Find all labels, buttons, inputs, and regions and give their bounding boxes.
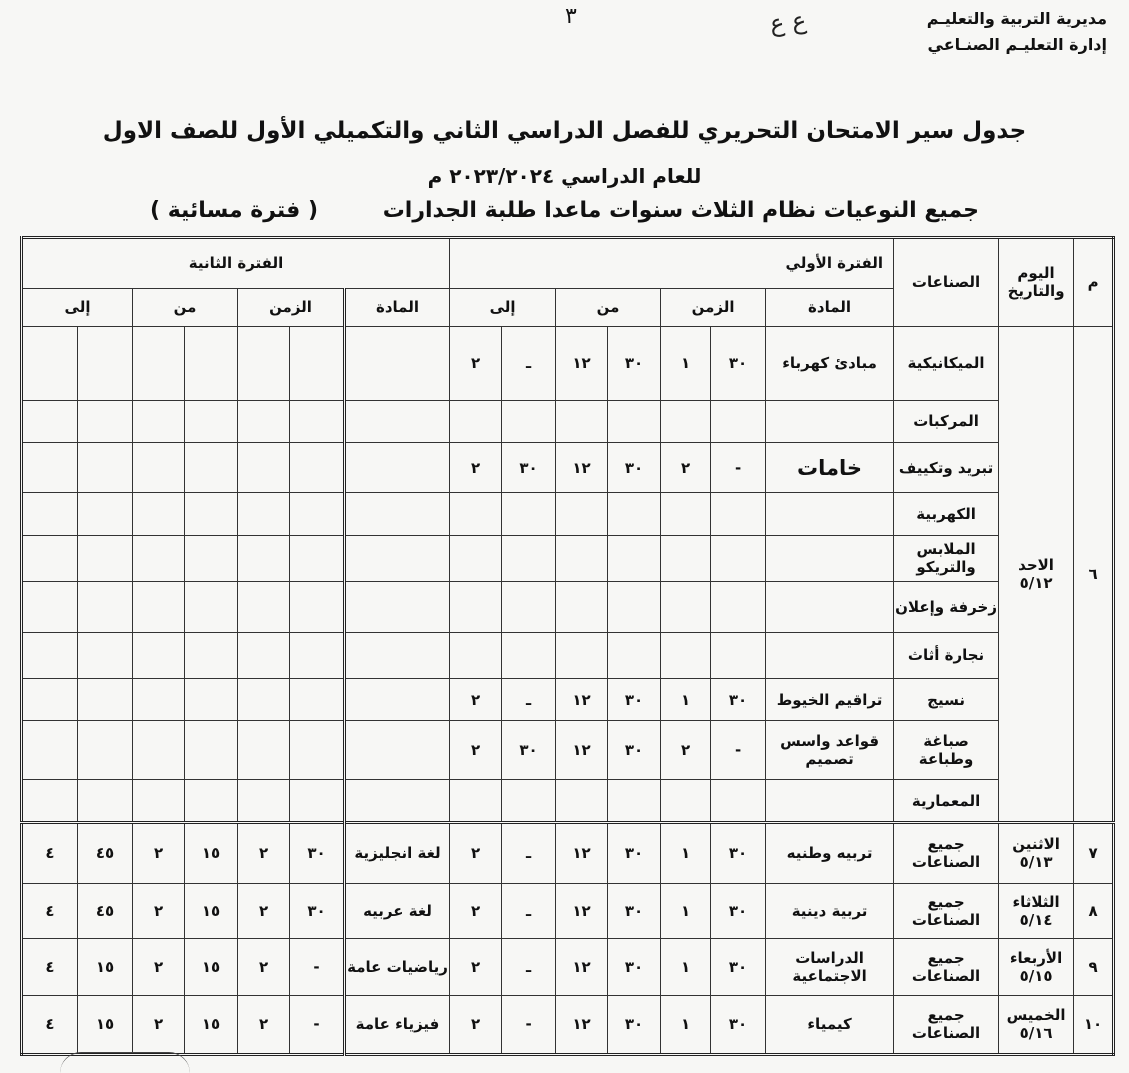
day-number: ٨ [1074, 883, 1114, 938]
p1-from-min: ٣٠ [608, 679, 661, 721]
p1-time-min: ٣٠ [711, 883, 766, 938]
p1-to-head: إلى [450, 288, 556, 326]
p2-to-hr: ٤ [22, 938, 78, 995]
p1-time-hr: ١ [661, 679, 711, 721]
p2-from-hr: ٢ [133, 883, 185, 938]
p2-from-min: ١٥ [185, 822, 238, 883]
table-row [22, 995, 1114, 1054]
p1-time-min: ٣٠ [711, 822, 766, 883]
p2-time-head: الزمن [238, 288, 345, 326]
p1-time-hr: ١ [661, 995, 711, 1054]
p2-to-hr: ٤ [22, 883, 78, 938]
table-row [22, 326, 1114, 400]
p1-from-min: ٣٠ [608, 822, 661, 883]
table-row [22, 883, 1114, 938]
p1-subject: خامات [766, 442, 894, 493]
handwritten-note: ع ع [768, 6, 808, 38]
p1-to-hr: ٢ [450, 721, 502, 780]
p1-to-hr: ٢ [450, 326, 502, 400]
evening-period-note: ( فترة مسائية ) [150, 198, 319, 223]
p2-to-min: ٤٥ [78, 883, 133, 938]
p1-from-hr: ١٢ [556, 721, 608, 780]
p1-from-min: ٣٠ [608, 326, 661, 400]
p1-to-min: ـ [502, 938, 556, 995]
p1-subject-head: المادة [766, 288, 894, 326]
p1-to-min: ـ [502, 822, 556, 883]
p1-subject [766, 400, 894, 442]
p1-time-min: - [711, 721, 766, 780]
p1-from-min: ٣٠ [608, 883, 661, 938]
p2-subject: رياضيات عامة [345, 938, 450, 995]
p1-from-min: ٣٠ [608, 442, 661, 493]
p2-from-hr: ٢ [133, 938, 185, 995]
p1-from-min: ٣٠ [608, 721, 661, 780]
p1-time-hr: ١ [661, 883, 711, 938]
p2-from-min: ١٥ [185, 995, 238, 1054]
day-name: الاثنين [1012, 835, 1060, 854]
p2-time-hr: ٢ [238, 938, 290, 995]
day-name: الثلاثاء [1012, 892, 1060, 911]
p1-to-min: ٣٠ [502, 442, 556, 493]
table-row [22, 582, 1114, 633]
p1-time-hr: ١ [661, 822, 711, 883]
p2-to-min: ١٥ [78, 938, 133, 995]
p1-from-min: ٣٠ [608, 938, 661, 995]
p2-subject-head: المادة [345, 288, 450, 326]
day-name: الخميس [1006, 1006, 1066, 1025]
p2-from-hr: ٢ [133, 995, 185, 1054]
trade-name: جميع الصناعات [894, 883, 999, 938]
day-number: ١٠ [1074, 995, 1114, 1054]
p1-from-hr: ١٢ [556, 938, 608, 995]
table-row [22, 721, 1114, 780]
col-head-day-date: اليوم والتاريخ [999, 238, 1074, 327]
p2-from-min: ١٥ [185, 938, 238, 995]
p1-time-min: - [711, 442, 766, 493]
trade-name: جميع الصناعات [894, 938, 999, 995]
day-date-cell [999, 822, 1074, 883]
p2-from-min: ١٥ [185, 883, 238, 938]
p1-subject: كيمياء [766, 995, 894, 1054]
page-number: ٣ [565, 4, 577, 29]
day-date: ٥/١٤ [1019, 910, 1053, 929]
trade-name: الملابس والتريكو [894, 535, 999, 581]
table-row [22, 493, 1114, 535]
table-row [22, 679, 1114, 721]
title-line-1: جدول سير الامتحان التحريري للفصل الدراسي الثاني والتكميلي الأول للصف الاول [102, 118, 1027, 144]
p1-time-hr: ١ [661, 326, 711, 400]
header-block [927, 6, 1107, 58]
exam-schedule-table [20, 236, 1115, 1056]
p1-from-hr: ١٢ [556, 822, 608, 883]
trade-name: المركبات [894, 400, 999, 442]
p1-subject: الدراسات الاجتماعية [766, 938, 894, 995]
table-row [22, 442, 1114, 493]
trade-name: نجارة أثاث [894, 632, 999, 678]
p1-subject: مبادئ كهرباء [766, 326, 894, 400]
trade-name: المعمارية [894, 780, 999, 822]
p2-time-min: ٣٠ [290, 822, 345, 883]
p1-to-min: ـ [502, 883, 556, 938]
period-2-header: الفترة الثانية [22, 238, 450, 289]
p2-from-hr: ٢ [133, 822, 185, 883]
p2-time-min: ٣٠ [290, 883, 345, 938]
p2-subject: فيزياء عامة [345, 995, 450, 1054]
col-head-trades: الصناعات [894, 238, 999, 327]
day-date-cell [999, 326, 1074, 822]
trade-name: جميع الصناعات [894, 995, 999, 1054]
p1-time-min: ٣٠ [711, 679, 766, 721]
p1-time-min: ٣٠ [711, 995, 766, 1054]
p2-time-min: - [290, 995, 345, 1054]
p1-to-min: ـ [502, 679, 556, 721]
trade-name: الميكانيكية [894, 326, 999, 400]
p1-from-hr: ١٢ [556, 995, 608, 1054]
p2-to-hr: ٤ [22, 822, 78, 883]
p1-to-min: - [502, 995, 556, 1054]
trade-name: زخرفة وإعلان [894, 582, 999, 633]
p2-subject: لغة انجليزية [345, 822, 450, 883]
p1-from-hr: ١٢ [556, 883, 608, 938]
title-line-3: جميع النوعيات نظام الثلاث سنوات ماعدا طلبة الجدارات [382, 198, 979, 223]
day-date: ٥/١٢ [1019, 573, 1053, 592]
table-row [22, 780, 1114, 822]
p1-from-min: ٣٠ [608, 995, 661, 1054]
p1-from-hr: ١٢ [556, 326, 608, 400]
p1-subject: تربيه وطنيه [766, 822, 894, 883]
p1-to-min: ٣٠ [502, 721, 556, 780]
day-name: الأربعاء [1009, 948, 1063, 967]
table-row [22, 535, 1114, 581]
table-row [22, 938, 1114, 995]
p2-subject [345, 326, 450, 400]
p1-to-hr: ٢ [450, 822, 502, 883]
trade-name: صباغة وطباعة [894, 721, 999, 780]
p1-from-head: من [556, 288, 661, 326]
p1-time-head: الزمن [661, 288, 766, 326]
p1-to-hr: ٢ [450, 938, 502, 995]
table-row [22, 632, 1114, 678]
p1-time-hr: ٢ [661, 442, 711, 493]
day-date-cell [999, 995, 1074, 1054]
p1-from-hr: ١٢ [556, 679, 608, 721]
p1-time-min: ٣٠ [711, 938, 766, 995]
day-date: ٥/١٦ [1019, 1024, 1053, 1043]
p2-time-hr: ٢ [238, 883, 290, 938]
p2-from-head: من [133, 288, 238, 326]
p1-time-hr: ٢ [661, 721, 711, 780]
p2-to-min: ٤٥ [78, 822, 133, 883]
p2-subject: لغة عربيه [345, 883, 450, 938]
col-head-number: م [1074, 238, 1114, 327]
day-date-cell [999, 938, 1074, 995]
p1-time-min: ٣٠ [711, 326, 766, 400]
day-name: الاحد [1018, 555, 1054, 574]
day-number: ٧ [1074, 822, 1114, 883]
p2-time-hr: ٢ [238, 822, 290, 883]
p1-to-hr: ٢ [450, 883, 502, 938]
p1-to-min: ـ [502, 326, 556, 400]
p2-to-min: ١٥ [78, 995, 133, 1054]
table-row [22, 822, 1114, 883]
p1-time-hr: ١ [661, 938, 711, 995]
directorate-label: مديرية التربية والتعليـم [926, 9, 1107, 28]
title-line-2: للعام الدراسي ٢٠٢٣/٢٠٢٤ م [427, 164, 702, 188]
p1-to-hr: ٢ [450, 679, 502, 721]
p1-to-hr: ٢ [450, 995, 502, 1054]
p2-time-hr: ٢ [238, 995, 290, 1054]
day-date-cell [999, 883, 1074, 938]
administration-label: إدارة التعليـم الصنـاعي [927, 35, 1107, 54]
day-number: ٦ [1074, 326, 1114, 822]
p2-to-head: إلى [22, 288, 133, 326]
trade-name: تبريد وتكييف [894, 442, 999, 493]
p1-subject: قواعد واسس تصميم [766, 721, 894, 780]
p1-subject: تربية دينية [766, 883, 894, 938]
trade-name: نسيج [894, 679, 999, 721]
p2-time-min: - [290, 938, 345, 995]
signature-mark [60, 1052, 190, 1073]
p1-to-hr: ٢ [450, 442, 502, 493]
trade-name: جميع الصناعات [894, 822, 999, 883]
p1-from-hr: ١٢ [556, 442, 608, 493]
table-row [22, 400, 1114, 442]
p2-to-hr: ٤ [22, 995, 78, 1054]
trade-name: الكهربية [894, 493, 999, 535]
period-1-header: الفترة الأولي [450, 238, 894, 289]
day-date: ٥/١٥ [1019, 966, 1053, 985]
day-date: ٥/١٣ [1019, 853, 1053, 872]
p1-subject: تراقيم الخيوط [766, 679, 894, 721]
day-number: ٩ [1074, 938, 1114, 995]
